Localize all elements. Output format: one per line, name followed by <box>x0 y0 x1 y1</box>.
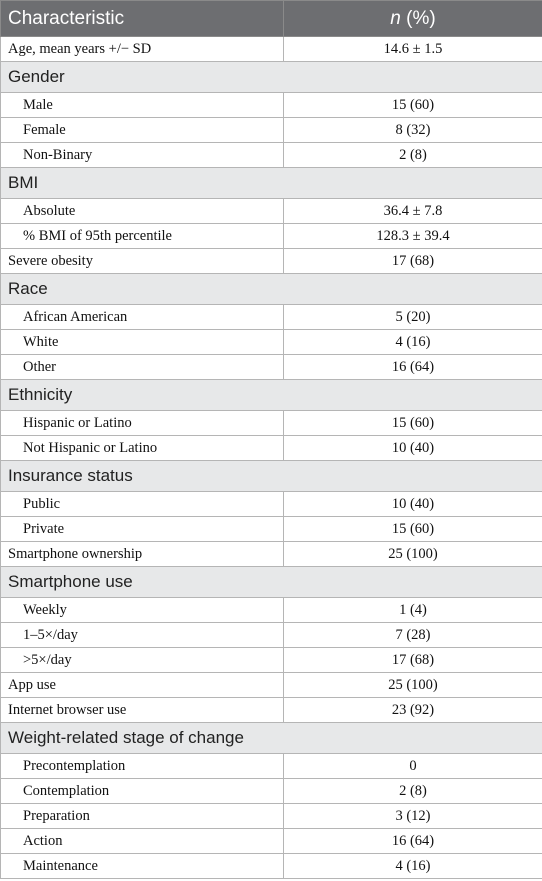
table-row <box>1 542 542 567</box>
row-value: 10 (40) <box>284 436 542 461</box>
table-row <box>1 330 542 355</box>
table-row <box>1 623 542 648</box>
row-label: Other <box>1 355 284 380</box>
row-value: 10 (40) <box>284 492 542 517</box>
row-value: 36.4 ± 7.8 <box>284 199 542 224</box>
row-label: Absolute <box>1 199 284 224</box>
table-row <box>1 779 542 804</box>
row-value: 3 (12) <box>284 804 542 829</box>
row-label: Internet browser use <box>1 698 284 723</box>
row-label: Female <box>1 118 284 143</box>
row-label: Male <box>1 93 284 118</box>
row-value: 25 (100) <box>284 673 542 698</box>
section-heading: BMI <box>1 168 542 199</box>
section-heading: Weight-related stage of change <box>1 723 542 754</box>
row-value: 17 (68) <box>284 648 542 673</box>
row-label: Private <box>1 517 284 542</box>
table-row <box>1 305 542 330</box>
section-row <box>1 380 542 411</box>
row-value: 7 (28) <box>284 623 542 648</box>
row-label: Hispanic or Latino <box>1 411 284 436</box>
table-row <box>1 598 542 623</box>
section-heading: Insurance status <box>1 461 542 492</box>
row-value: 1 (4) <box>284 598 542 623</box>
row-label: Precontemplation <box>1 754 284 779</box>
row-value: 4 (16) <box>284 854 542 879</box>
row-label: Preparation <box>1 804 284 829</box>
row-label: Action <box>1 829 284 854</box>
column-header-n: n <box>390 7 401 29</box>
section-row <box>1 567 542 598</box>
table-row <box>1 754 542 779</box>
row-value: 2 (8) <box>284 143 542 168</box>
row-label: White <box>1 330 284 355</box>
row-value: 15 (60) <box>284 517 542 542</box>
table-row <box>1 492 542 517</box>
table-row <box>1 199 542 224</box>
table-header <box>1 1 542 37</box>
table-row <box>1 37 542 62</box>
row-value: 23 (92) <box>284 698 542 723</box>
table-row <box>1 673 542 698</box>
table-row <box>1 698 542 723</box>
row-value: 16 (64) <box>284 355 542 380</box>
column-header-characteristic: Characteristic <box>1 1 284 37</box>
row-value: 128.3 ± 39.4 <box>284 224 542 249</box>
table-row <box>1 411 542 436</box>
table-row <box>1 355 542 380</box>
row-value: 25 (100) <box>284 542 542 567</box>
section-row <box>1 723 542 754</box>
row-label: Contemplation <box>1 779 284 804</box>
section-row <box>1 62 542 93</box>
table-row <box>1 436 542 461</box>
row-label: Public <box>1 492 284 517</box>
row-value: 14.6 ± 1.5 <box>284 37 542 62</box>
table-row <box>1 804 542 829</box>
row-value: 15 (60) <box>284 411 542 436</box>
row-label: App use <box>1 673 284 698</box>
table-row <box>1 854 542 879</box>
row-label: Age, mean years +/− SD <box>1 37 284 62</box>
row-label: African American <box>1 305 284 330</box>
table-row <box>1 249 542 274</box>
table-row <box>1 93 542 118</box>
row-value: 5 (20) <box>284 305 542 330</box>
header-row <box>1 1 542 37</box>
section-heading: Ethnicity <box>1 380 542 411</box>
row-label: Non-Binary <box>1 143 284 168</box>
section-heading: Smartphone use <box>1 567 542 598</box>
row-value: 2 (8) <box>284 779 542 804</box>
table-body <box>1 37 542 879</box>
table-row <box>1 517 542 542</box>
row-label: Severe obesity <box>1 249 284 274</box>
column-header-percent: (%) <box>406 7 436 29</box>
section-heading: Race <box>1 274 542 305</box>
table-row <box>1 143 542 168</box>
row-value: 0 <box>284 754 542 779</box>
row-value: 15 (60) <box>284 93 542 118</box>
section-heading: Gender <box>1 62 542 93</box>
section-row <box>1 461 542 492</box>
row-value: 8 (32) <box>284 118 542 143</box>
column-header-n-percent <box>284 1 542 37</box>
table-row <box>1 829 542 854</box>
row-label: Smartphone ownership <box>1 542 284 567</box>
row-value: 16 (64) <box>284 829 542 854</box>
row-label: Maintenance <box>1 854 284 879</box>
row-label: % BMI of 95th percentile <box>1 224 284 249</box>
table-row <box>1 118 542 143</box>
table-row <box>1 648 542 673</box>
row-label: Not Hispanic or Latino <box>1 436 284 461</box>
section-row <box>1 274 542 305</box>
row-label: >5×/day <box>1 648 284 673</box>
row-value: 17 (68) <box>284 249 542 274</box>
row-value: 4 (16) <box>284 330 542 355</box>
section-row <box>1 168 542 199</box>
row-label: Weekly <box>1 598 284 623</box>
row-label: 1–5×/day <box>1 623 284 648</box>
table-row <box>1 224 542 249</box>
